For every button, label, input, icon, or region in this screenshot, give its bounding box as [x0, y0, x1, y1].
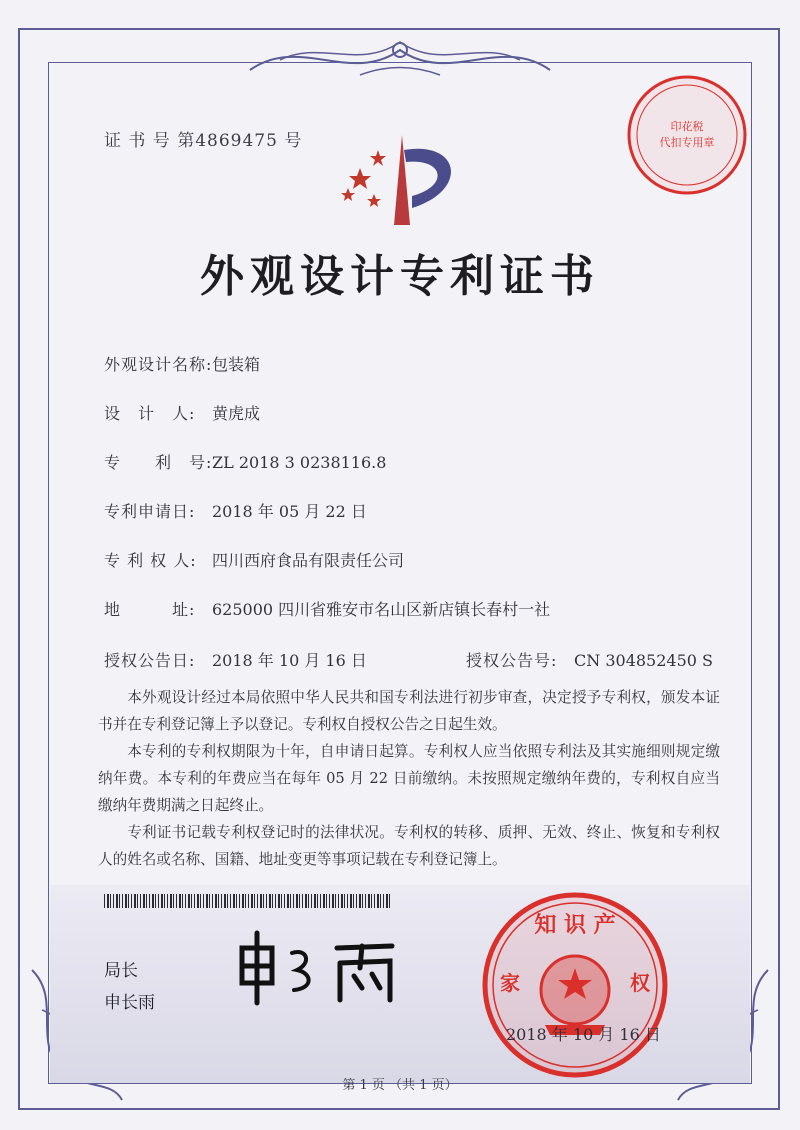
- address-row: [104, 597, 550, 620]
- national-ip-seal: [480, 890, 670, 1080]
- signatory-title: 局长: [104, 961, 138, 981]
- svg-text:知 识 产: 知 识 产: [534, 913, 616, 938]
- seal-date: 2018 年 10 月 16 日: [506, 1025, 661, 1044]
- patentee-value: 四川西府食品有限责任公司: [212, 551, 405, 570]
- patent-number-row: [104, 450, 386, 473]
- patent-number-value: ZL 2018 3 0238116.8: [212, 453, 387, 472]
- designer-label: 设 计 人:: [104, 404, 196, 423]
- patentee-row: [104, 548, 404, 571]
- certificate-body: [98, 684, 720, 873]
- designer-value: 黄虎成: [212, 404, 261, 423]
- signatory-name: 申长雨: [104, 993, 155, 1013]
- certificate-title: 外观设计专利证书: [200, 251, 600, 302]
- body-paragraph-2: 本专利的专利权期限为十年，自申请日起算。专利权人应当依照专利法及其实施细则规定缴纳年费。本专利的年费应当在每年 05 月 22 日前缴纳。未按照规定缴纳年费的，专利权自应当缴纳年费期满之日起终止。: [98, 743, 720, 814]
- page-number: 第 1 页 （共 1 页）: [342, 1078, 458, 1093]
- grant-number-value: CN 304852450 S: [574, 651, 713, 670]
- patentee-label: 专 利 权 人:: [104, 551, 197, 570]
- svg-text:权: 权: [630, 971, 650, 995]
- handwritten-signature: [232, 928, 422, 1008]
- barcode: [104, 894, 390, 908]
- design-name-row: [104, 352, 260, 375]
- grant-date-row: [104, 648, 367, 671]
- patent-number-label: 专 利 号:: [104, 453, 213, 472]
- grant-date-label: 授权公告日:: [104, 651, 196, 670]
- grant-number-row: [466, 648, 713, 671]
- filing-date-value: 2018 年 05 月 22 日: [212, 502, 367, 521]
- patent-office-logo-icon: [340, 130, 470, 230]
- address-label: 地 址:: [104, 600, 196, 619]
- filing-date-label: 专利申请日:: [104, 502, 196, 521]
- top-ornament: [240, 30, 560, 90]
- certificate-number: 证 书 号 第4869475 号: [104, 131, 303, 151]
- grant-number-label: 授权公告号:: [466, 651, 558, 670]
- body-paragraph-3: 专利证书记载专利权登记时的法律状况。专利权的转移、质押、无效、终止、恢复和专利权人的姓名或名称、国籍、地址变更等事项记载在专利登记簿上。: [98, 824, 720, 868]
- filing-date-row: [104, 499, 367, 522]
- grant-date-value: 2018 年 10 月 16 日: [212, 651, 367, 670]
- svg-text:代扣专用章: 代扣专用章: [659, 136, 715, 149]
- design-name-label: 外观设计名称:: [104, 355, 213, 374]
- district-tax-seal: [622, 70, 752, 200]
- designer-row: [104, 401, 260, 424]
- svg-text:家: 家: [500, 971, 520, 995]
- design-name-value: 包装箱: [212, 355, 261, 374]
- body-paragraph-1: 本外观设计经过本局依照中华人民共和国专利法进行初步审查，决定授予专利权，颁发本证书并在专利登记簿上予以登记。专利权自授权公告之日起生效。: [98, 689, 720, 733]
- svg-text:印花税: 印花税: [670, 120, 704, 133]
- address-value: 625000 四川省雅安市名山区新店镇长春村一社: [212, 600, 551, 619]
